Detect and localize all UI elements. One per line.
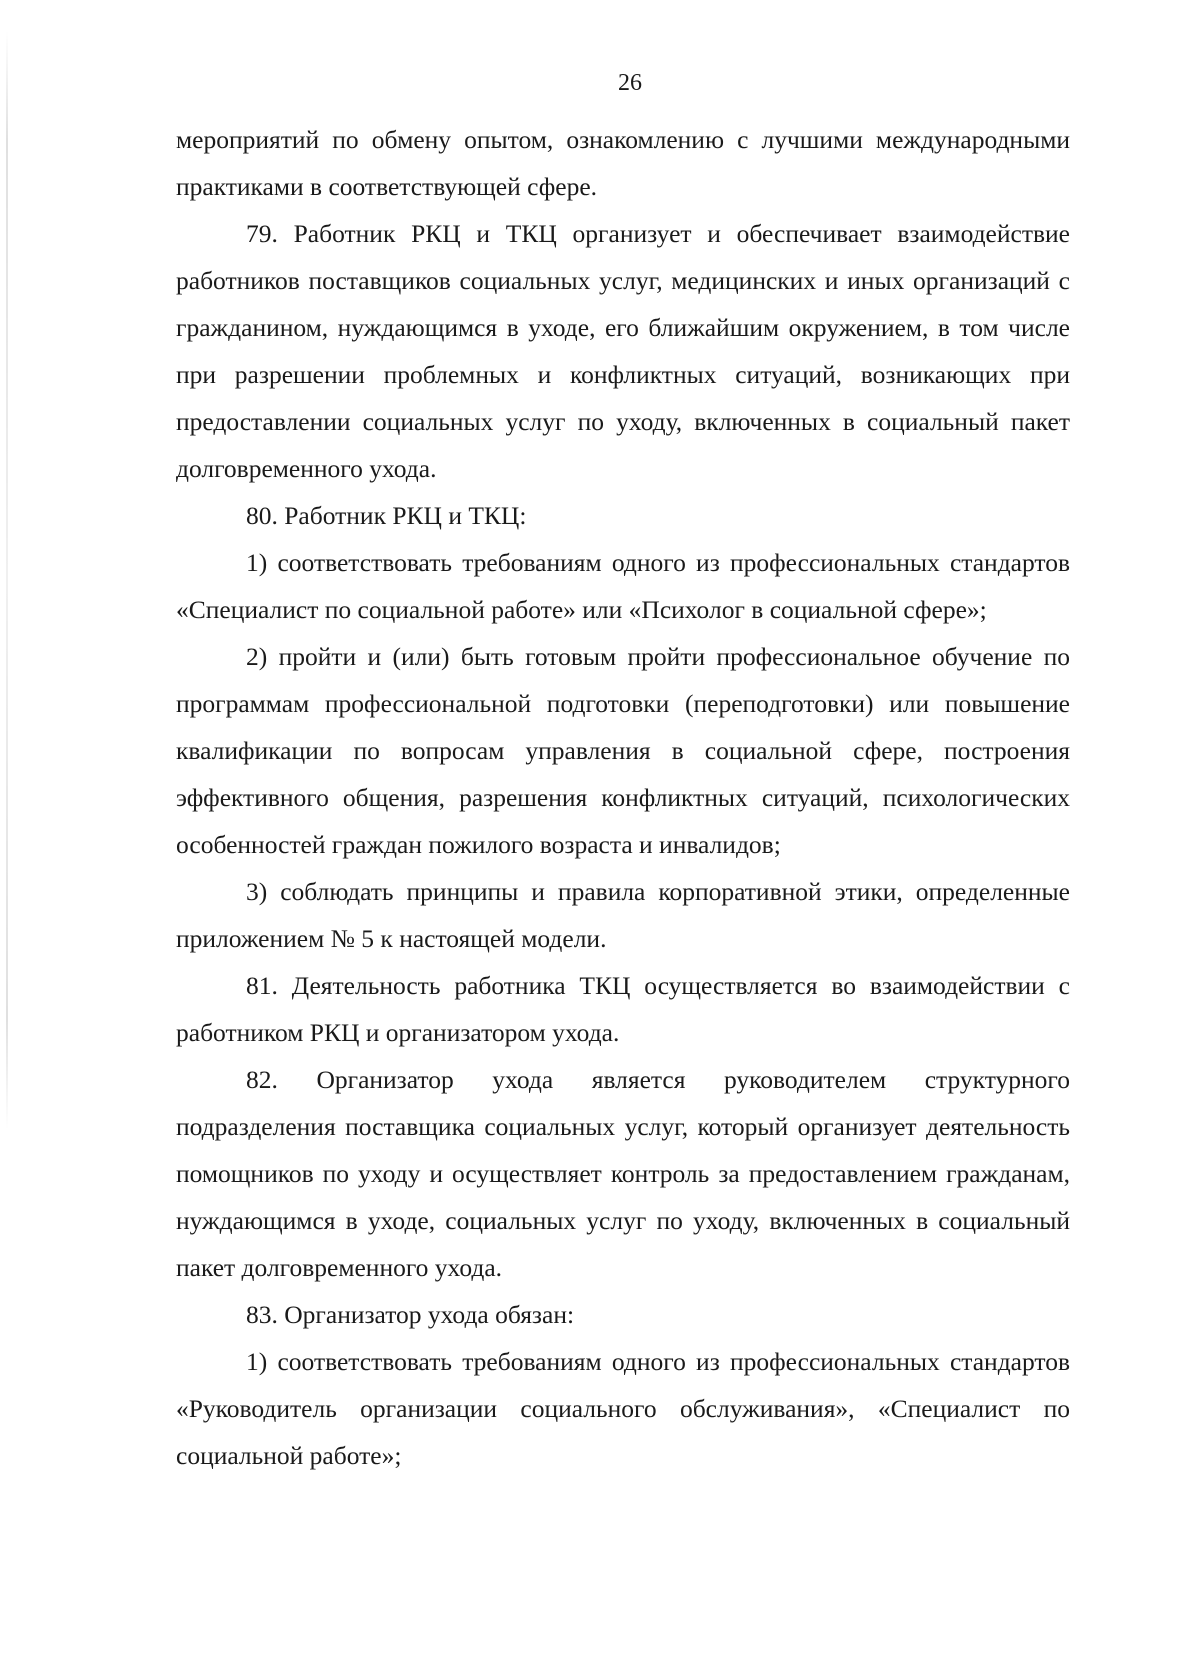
paragraph: 1) соответствовать требованиям одного из профессиональных стандартов «Руководитель организации социального обслуживания», «Специалист по социальной работе»; (176, 1347, 1070, 1470)
page-number: 26 (618, 70, 642, 96)
paragraph: 2) пройти и (или) быть готовым пройти профессиональное обучение по программам профессиональной подготовки (переподготовки) или повышение квалификации по вопросам управления в социальной сфере, построения эффективного общения, разрешения конфликтных ситуаций, психологических особенностей граждан пожилого возраста и инвалидов; (176, 642, 1070, 859)
scan-edge-shadow (6, 30, 8, 1130)
paragraph: 1) соответствовать требованиям одного из профессиональных стандартов «Специалист по социальной работе» или «Психолог в социальной сфере»; (176, 548, 1070, 624)
paragraph: 81. Деятельность работника ТКЦ осуществляется во взаимодействии с работником РКЦ и организатором ухода. (176, 971, 1070, 1047)
paragraph: 83. Организатор ухода обязан: (246, 1300, 575, 1329)
paragraph: 3) соблюдать принципы и правила корпоративной этики, определенные приложением № 5 к настоящей модели. (176, 877, 1070, 953)
paragraph: 82. Организатор ухода является руководителем структурного подразделения поставщика социальных услуг, который организует деятельность помощников по уходу и осуществляет контроль за предоставлением гражданам, нуждающимся в уходе, социальных услуг по уходу, включенных в социальный пакет долговременного ухода. (176, 1065, 1070, 1282)
paragraph: 80. Работник РКЦ и ТКЦ: (246, 501, 527, 530)
document-body (176, 116, 1070, 1479)
paragraph: 79. Работник РКЦ и ТКЦ организует и обеспечивает взаимодействие работников поставщиков социальных услуг, медицинских и иных организаций с гражданином, нуждающимся в уходе, его ближайшим окружением, в том числе при разрешении проблемных и конфликтных ситуаций, возникающих при предоставлении социальных услуг по уходу, включенных в социальный пакет долговременного ухода. (176, 219, 1070, 483)
paragraph: мероприятий по обмену опытом, ознакомлению с лучшими международными практиками в соответствующей сфере. (176, 125, 1070, 201)
